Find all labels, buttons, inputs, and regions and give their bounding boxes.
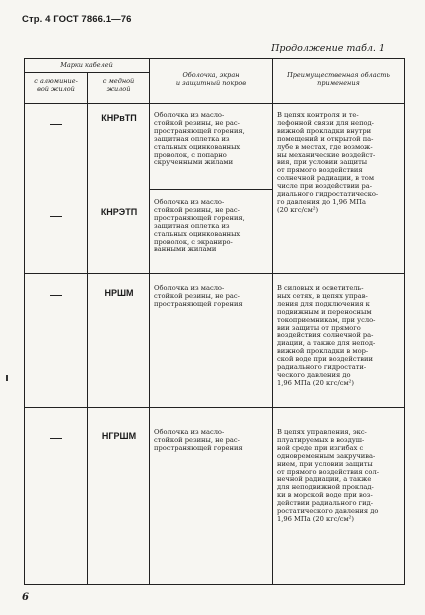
application-row4: В цепях управления, экс- плуатируемых в воздуш- ной среде при изгибах с одновременным закручива- нием, при условии защиты от прямого воздействия сол- нечной радиации, а также для неподвижной проклад- ки в морской воде при воз- действии радиального гид- ростатического давления до 1,96 МПа (20 кгс/см²) xyxy=(277,428,379,523)
header-sheath: Оболочка, экран и защитный покров xyxy=(175,71,247,87)
header-copper: с медной жилой xyxy=(102,77,135,93)
mark-row1: КНРвТП xyxy=(101,113,137,123)
header-subdivider xyxy=(24,72,149,73)
cable-table xyxy=(24,58,405,585)
header-cable-marks: Марки кабелей xyxy=(60,61,113,69)
application-rows1-2: В цепях контроля и те- лефонной связи для непод- вижной прокладки внутри помещений и открытой па- лубе в местах, где возмож- ны механические воздейст- вия, при условии защиты от прямого воздействия солнечной радиации, в том числе при воздействии ра- диального гидростатическо- го давления до 1,96 МПа (20 кгс/см²) xyxy=(277,111,379,214)
sheath-row1: Оболочка из масло- стойкой резины, не рас- пространяющей горения, защитная оплетка из стальных оцинкованных проволок, с попарно скрученными жилами xyxy=(154,111,245,167)
sheath-row2: Оболочка из масло- стойкой резины, не рас- пространяющей горения, защитная оплетка из стальных оцинкованных проволок, с экраниро- ванными жилами xyxy=(154,198,245,254)
page-header: Стр. 4 ГОСТ 7866.1—76 xyxy=(22,14,132,25)
table-border-right xyxy=(404,59,405,584)
dash-aluminum-row1 xyxy=(50,124,62,125)
col-divider-sheath xyxy=(272,59,273,584)
col-divider-aluminum xyxy=(87,72,88,584)
margin-mark xyxy=(6,375,8,381)
header-aluminum: с алюминие- вой жилой xyxy=(34,77,78,93)
row-separator xyxy=(24,407,405,408)
page-number: 6 xyxy=(22,592,29,603)
mark-row4: НГРШМ xyxy=(101,431,137,441)
mark-row3: НРШМ xyxy=(104,288,134,298)
row-separator xyxy=(24,273,405,274)
application-row3: В силовых и осветитель- ных сетях, в цепях управ- ления для подключения к подвижным и переносным токоприемникам, при усло- вии защиты от прямого воздействия солнечной ра- диации, а также для непод- вижной прокладки в мор- ской воде при воздействии радиального гидростати- ческого давления до 1,96 МПа (20 кгс/см²) xyxy=(277,284,376,387)
dash-aluminum-row4 xyxy=(50,438,62,439)
col-divider-copper xyxy=(149,59,150,584)
sheath-row3: Оболочка из масло- стойкой резины, не рас- пространяющей горения xyxy=(154,284,243,308)
table-continuation-label: Продолжение табл. 1 xyxy=(271,43,385,54)
table-border-left xyxy=(24,59,25,584)
header-bottom-rule xyxy=(24,103,405,104)
sheath-row4: Оболочка из масло- стойкой резины, не рас- пространяющей горения xyxy=(154,428,243,452)
dash-aluminum-row3 xyxy=(50,295,62,296)
header-application: Преимущественная область применения xyxy=(287,71,390,87)
dash-aluminum-row2 xyxy=(50,216,62,217)
row-separator-sheath xyxy=(149,189,272,190)
mark-row2: КНРЭТП xyxy=(100,207,138,217)
